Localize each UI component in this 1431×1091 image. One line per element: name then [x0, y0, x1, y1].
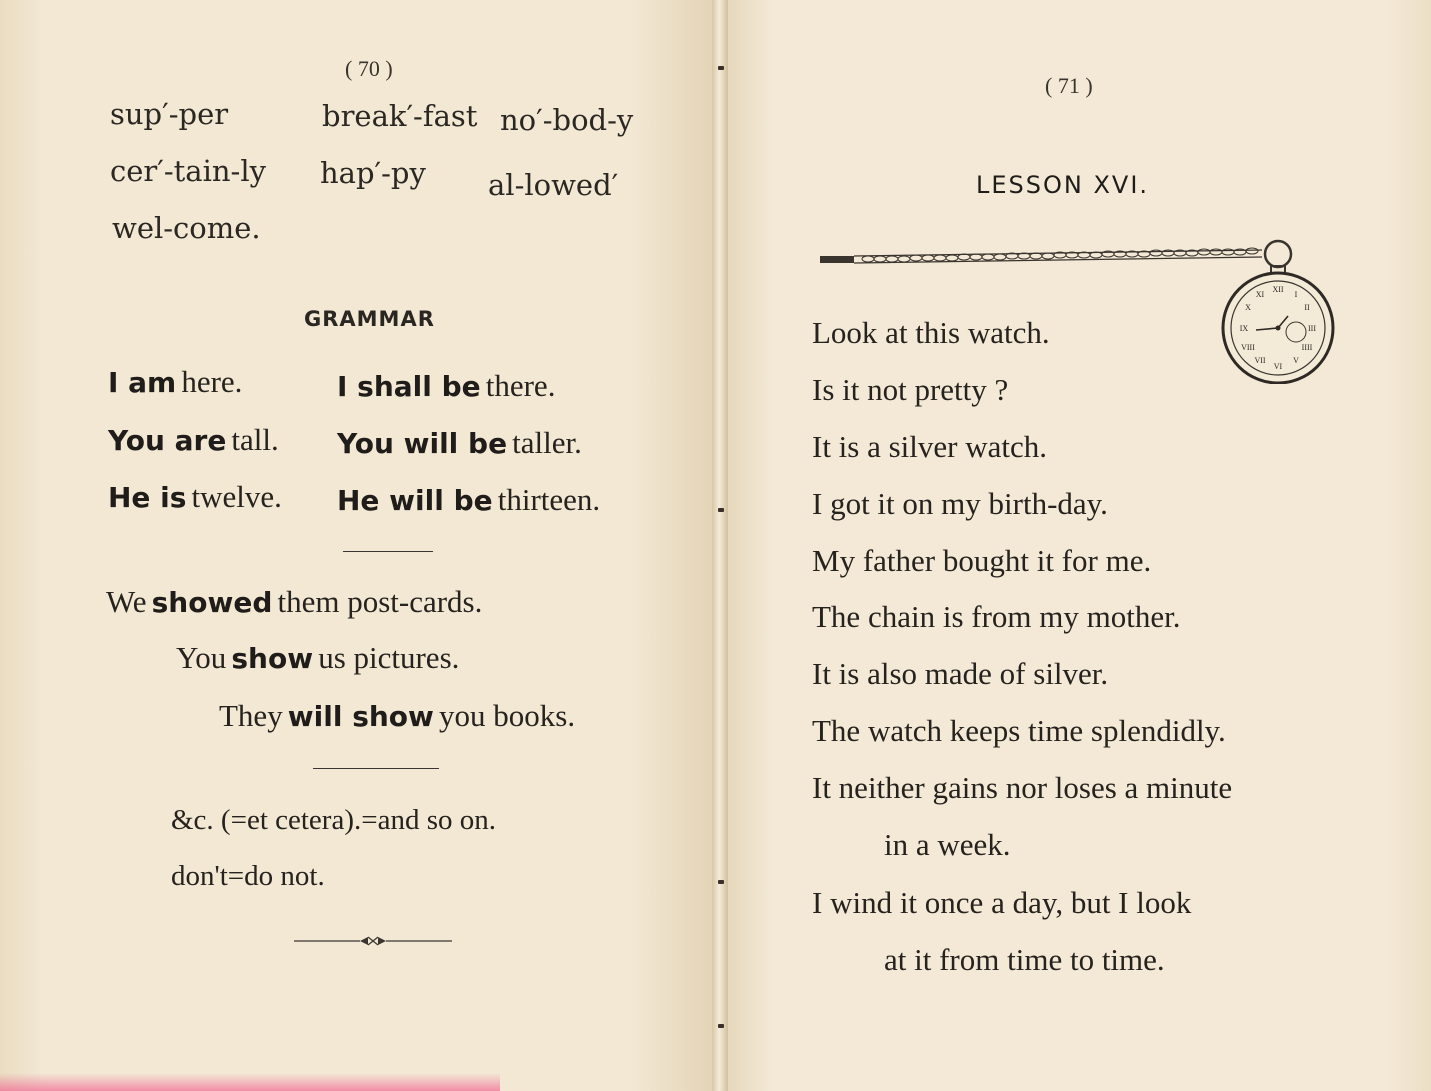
show-object: you books. [439, 698, 576, 733]
grammar-word: tall. [231, 422, 279, 457]
lesson-line: I got it on my birth-day. [812, 486, 1108, 521]
lesson-title: LESSON XVI. [976, 171, 1150, 199]
svg-text:V: V [1293, 356, 1299, 365]
show-subject: We [106, 584, 147, 619]
grammar-row [337, 370, 555, 401]
show-verb: showed [151, 586, 273, 619]
lesson-line: It is also made of silver. [812, 656, 1109, 691]
abbreviation-line: &c. (=et cetera).=and so on. [171, 804, 496, 836]
book-gutter [712, 0, 728, 1091]
pocket-watch-icon [818, 236, 1338, 384]
lesson-line: My father bought it for me. [812, 543, 1152, 578]
lesson-line: It is a silver watch. [812, 429, 1048, 464]
grammar-row [108, 424, 279, 455]
ornament-divider-icon [294, 934, 454, 948]
grammar-row [108, 366, 242, 397]
grammar-word: twelve. [191, 479, 282, 514]
grammar-verb: He will be [337, 484, 493, 517]
grammar-heading: GRAMMAR [304, 307, 435, 331]
grammar-word: taller. [512, 425, 582, 460]
spelling-word: no′-bod-y [500, 103, 634, 137]
svg-text:X: X [1245, 303, 1251, 312]
svg-text:I: I [1294, 290, 1298, 299]
show-subject: You [176, 640, 227, 675]
spelling-word: sup′-per [110, 97, 229, 131]
grammar-verb: I shall be [337, 370, 481, 403]
grammar-verb: He is [108, 481, 187, 514]
page-number-right: ( 71 ) [1045, 73, 1093, 98]
show-line [176, 642, 459, 673]
svg-text:VI: VI [1273, 362, 1283, 371]
svg-text:VIII: VIII [1241, 343, 1255, 352]
divider-rule [313, 768, 439, 769]
binding-stitch [718, 66, 724, 70]
grammar-word: there. [485, 368, 556, 403]
svg-text:XI: XI [1255, 290, 1265, 299]
page-number-left: ( 70 ) [345, 56, 393, 81]
spelling-word: break′-fast [322, 99, 478, 133]
lesson-line: Look at this watch. [812, 315, 1050, 350]
lesson-line: The watch keeps time splendidly. [812, 713, 1226, 748]
show-subject: They [219, 698, 283, 733]
spelling-word: cer′-tain-ly [110, 154, 267, 188]
show-object: them post-cards. [277, 584, 483, 619]
grammar-verb: You are [108, 424, 227, 457]
grammar-row [108, 481, 282, 512]
svg-text:XII: XII [1272, 285, 1284, 294]
page-edge-stain [0, 1073, 500, 1091]
svg-text:IX: IX [1239, 324, 1249, 333]
grammar-word: here. [181, 364, 243, 399]
grammar-row [337, 427, 582, 458]
show-verb: will show [287, 700, 434, 733]
svg-text:VII: VII [1254, 356, 1266, 365]
spelling-word: wel-come. [112, 211, 261, 245]
grammar-verb: You will be [337, 427, 508, 460]
svg-text:IIII: IIII [1301, 343, 1313, 352]
spelling-word: al-lowed′ [488, 168, 619, 202]
show-line [219, 700, 575, 731]
lesson-line: Is it not pretty ? [812, 372, 1009, 407]
binding-stitch [718, 508, 724, 512]
grammar-verb: I am [108, 366, 177, 399]
divider-rule [343, 551, 433, 552]
lesson-line: The chain is from my mother. [812, 599, 1181, 634]
lesson-line: in a week. [884, 827, 1011, 862]
grammar-word: thirteen. [497, 482, 601, 517]
show-verb: show [231, 642, 314, 675]
spelling-word: hap′-py [320, 156, 426, 190]
show-object: us pictures. [318, 640, 460, 675]
svg-text:III: III [1308, 324, 1316, 333]
grammar-row [337, 484, 600, 515]
lesson-line: I wind it once a day, but I look [812, 885, 1192, 920]
svg-text:II: II [1304, 303, 1310, 312]
show-line [106, 586, 482, 617]
binding-stitch [718, 1024, 724, 1028]
lesson-line: It neither gains nor loses a minute [812, 770, 1233, 805]
binding-stitch [718, 880, 724, 884]
abbreviation-line: don't=do not. [171, 860, 325, 892]
lesson-line: at it from time to time. [884, 942, 1165, 977]
